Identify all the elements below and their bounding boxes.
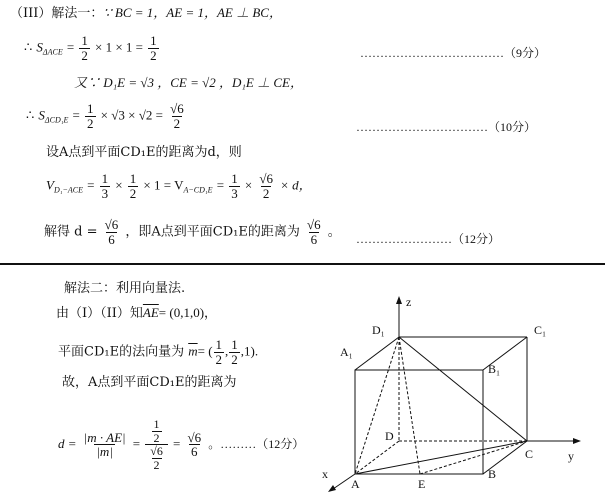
fraction-third: $\frac{1}{3}$	[101, 171, 109, 201]
s-cde-line: ∴ $S_{\Delta CD_1E}$ = $\frac{1}{2}$ × √3 × √2 = $\frac{√6}{2}$	[26, 101, 184, 131]
expr-mid: × 1 = V	[143, 177, 184, 193]
s-cde-sub: ΔCD₁E	[44, 115, 69, 125]
header-label: （III）解法一：	[10, 6, 104, 21]
fraction-half: $\frac{1}{2}$	[81, 33, 88, 63]
z-arrow-icon	[396, 296, 402, 304]
times: ×	[115, 177, 123, 193]
equals: =	[72, 107, 80, 123]
expr-mid: × √3 × √2 =	[100, 107, 163, 123]
fraction-root6-6: $\frac{√6}{6}$	[104, 217, 119, 247]
fraction-half-2: $\frac{1}{2}$	[231, 337, 238, 367]
s-ace-line: ∴ $S_{\Delta ACE}$ = $\frac{1}{2}$ × 1 × 1 = $\frac{1}{2}$	[24, 33, 157, 63]
x-arrow-icon	[328, 485, 336, 492]
comma: ,	[225, 343, 229, 359]
label-e: E	[418, 477, 426, 491]
label-d: D	[385, 429, 394, 443]
score-12-b: 。………（12分）	[208, 437, 305, 452]
times: ×	[244, 177, 253, 193]
fraction-root6-6: $\frac{√6}{6}$	[187, 429, 202, 460]
equals-paren: = (	[197, 343, 213, 359]
fraction-result: $\frac{1}{2}$	[150, 33, 157, 63]
line2-post: ,1).	[240, 343, 259, 359]
fraction-root6-6-b: $\frac{√6}{6}$	[307, 217, 321, 247]
label-d1: D₁	[372, 323, 385, 337]
part2-title: 解法二：利用向量法.	[64, 281, 186, 296]
result-text: 解得 d =	[44, 224, 98, 240]
label-a: A	[351, 477, 360, 491]
final-lhs: d =	[58, 436, 77, 452]
distance-intro: 设A点到平面CD₁E的距离为d，则	[46, 145, 242, 160]
label-x: x	[322, 467, 328, 481]
therefore-symbol: ∴	[26, 108, 35, 124]
score-9: ………………………………（9分）	[360, 46, 547, 60]
line1-post: = (0,1,0)，	[158, 305, 218, 320]
fraction-half: $\frac{1}{2}$	[129, 171, 137, 201]
fraction-dot-product: $\frac{|m \cdot AE|}{|m|}$	[83, 429, 126, 460]
result-text-2: ，即A点到平面CD₁E的距离为	[125, 224, 300, 240]
equals: =	[172, 436, 181, 452]
expr-mid: × 1 × 1 =	[95, 39, 143, 55]
label-b: B	[488, 467, 497, 481]
label-c: C	[525, 447, 534, 461]
s-ace-sub: ΔACE	[42, 47, 63, 57]
label-b1: B₁	[488, 362, 501, 376]
equals: =	[66, 39, 75, 55]
vector-ae: $\overline{AE}$	[142, 305, 159, 320]
header-condition: ∵ BC = 1，AE = 1，AE ⊥ BC，	[103, 5, 282, 20]
line2-pre: 平面CD₁E的法向量为	[58, 344, 185, 360]
d1e-line: 又∵ D₁E = √3 ，CE = √2 ，D₁E ⊥ CE，	[74, 75, 303, 90]
distance-line: 故，A点到平面CD₁E的距离为	[62, 375, 237, 390]
fraction-third: $\frac{1}{3}$	[231, 171, 238, 201]
score-12: ……………………（12分）	[356, 232, 501, 246]
volume-sub: D₁−ACE	[53, 185, 84, 195]
label-c1: C₁	[534, 323, 547, 337]
score-10: ……………………………（10分）	[356, 120, 537, 134]
fraction-compound: $\frac{\frac{1}{2}}{\frac{√6}{2}}$	[145, 418, 168, 471]
line1-pre: 由（I）（II）知	[56, 306, 143, 321]
equals: =	[216, 177, 225, 193]
fraction-root6-2: $\frac{√6}{2}$	[259, 171, 273, 201]
label-y: y	[568, 449, 574, 463]
label-z: z	[406, 295, 412, 309]
fraction-half: $\frac{1}{2}$	[87, 101, 94, 131]
fraction-half: $\frac{1}{2}$	[215, 337, 223, 367]
equals: =	[132, 436, 141, 452]
volume-sub-2: A−CD₁E	[183, 185, 213, 195]
result-end: 。	[327, 224, 341, 240]
fraction-result: $\frac{√6}{2}$	[170, 101, 184, 131]
label-a1: A₁	[340, 345, 353, 359]
y-arrow-icon	[573, 438, 581, 444]
equals: =	[87, 177, 95, 193]
expr-tail: × d，	[280, 177, 312, 193]
volume-symbol: V	[46, 177, 54, 193]
vector-m: $\overline{m}$	[188, 343, 198, 359]
therefore-symbol: ∴	[24, 40, 33, 56]
